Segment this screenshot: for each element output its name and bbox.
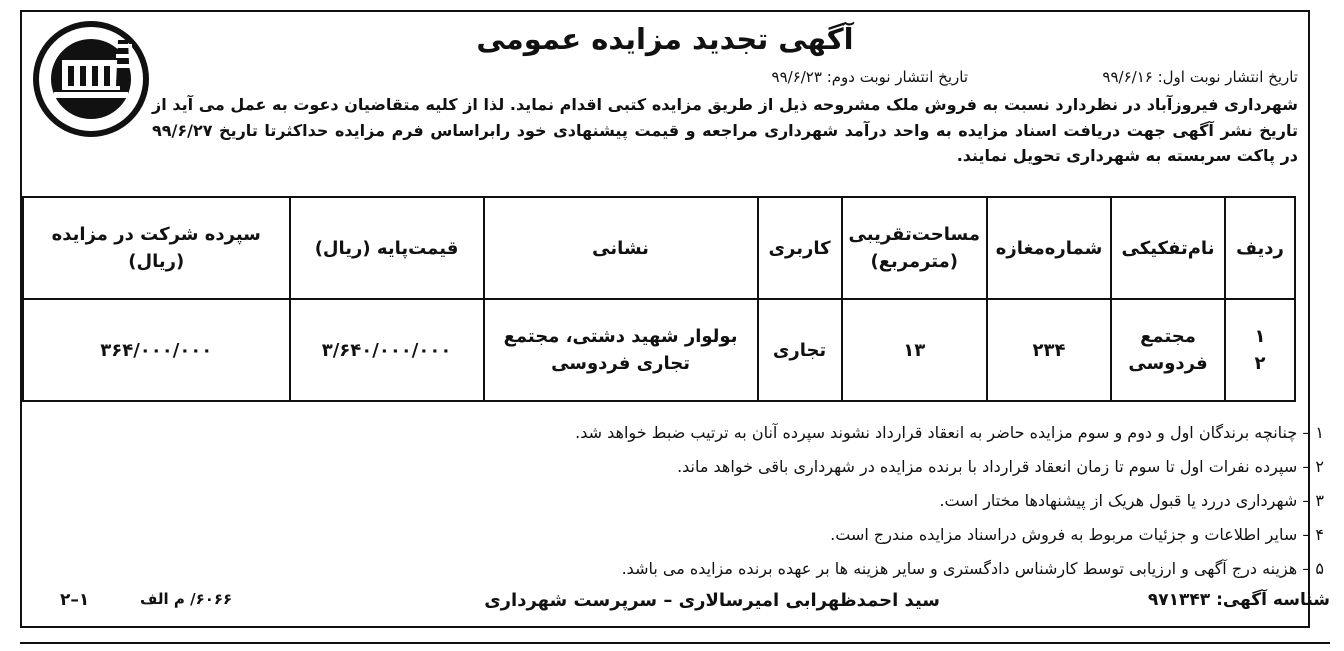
cell-deposit: ۳۶۴/۰۰۰/۰۰۰ xyxy=(23,299,290,401)
note-item: ۲ – سپرده نفرات اول تا سوم تا زمان انعقاد قرارداد با برنده مزایده در شهرداری باقی خواهد ماند. xyxy=(677,457,1324,476)
notice-footer xyxy=(30,590,1330,622)
intro-paragraph: شهرداری فیروزآباد در نظردارد نسبت به فروش ملک مشروحه ذیل از طریق مزایده کتبی اقدام نماید. لذا از کلیه متقاضیان دعوت به عمل می آید از تاریخ نشر آگهی جهت دریافت اسناد مزایده به واحد درآمد شهرداری مراجعه و قیمت پیشنهادی خود رابراساس فرم مزایده حداکثرتا تاریخ ۹۹/۶/۲۷ در پاکت سربسته به شهرداری تحویل نمایند. xyxy=(152,95,1298,165)
cell-usage: تجاری xyxy=(758,299,842,401)
signature: سید احمدظهرابی امیرسالاری – سرپرست شهرداری xyxy=(484,590,940,611)
header-area: مساحت‌تقریبی (مترمربع) xyxy=(842,197,987,299)
publish-dates xyxy=(162,68,1298,88)
page-number: ۲–۱ xyxy=(60,590,90,610)
header-shop-no: شماره‌مغازه xyxy=(987,197,1111,299)
cell-shop-no: ۲۳۴ xyxy=(987,299,1111,401)
header-usage: کاربری xyxy=(758,197,842,299)
publish-date-first: تاریخ انتشار نوبت اول: ۹۹/۶/۱۶ xyxy=(1102,68,1298,86)
header-deposit: سپرده شرکت در مزایده (ریال) xyxy=(23,197,290,299)
publish-date-second: تاریخ انتشار نوبت دوم: ۹۹/۶/۲۳ xyxy=(771,68,968,86)
cell-name: مجتمع فردوسی xyxy=(1111,299,1225,401)
header-row-no: ردیف xyxy=(1225,197,1295,299)
header-base-price: قیمت‌پایه (ریال) xyxy=(290,197,484,299)
notice-title: آگهی تجدید مزایده عمومی xyxy=(476,22,854,56)
note-item: ۳ – شهرداری دررد یا قبول هریک از پیشنهادها مختار است. xyxy=(939,491,1324,510)
note-item: ۵ – هزینه درج آگهی و ارزیابی توسط کارشناس دادگستری و سایر هزینه ها بر عهده برنده مزایده می باشد. xyxy=(621,559,1324,578)
cell-area: ۱۳ xyxy=(842,299,987,401)
bottom-divider xyxy=(20,642,1330,644)
ad-id: شناسه آگهی: ۹۷۱۳۴۳ xyxy=(1147,590,1330,610)
note-item: ۴ – سایر اطلاعات و جزئیات مربوط به فروش دراسناد مزایده مندرج است. xyxy=(830,525,1324,544)
table-row xyxy=(23,299,1295,401)
ad-code: ۶۰۶۶/ م الف xyxy=(140,590,233,608)
header-address: نشانی xyxy=(484,197,758,299)
row-no-1: ۱ xyxy=(1254,326,1266,347)
cell-address: بولوار شهید دشتی، مجتمع تجاری فردوسی xyxy=(484,299,758,401)
cell-base-price: ۳/۶۴۰/۰۰۰/۰۰۰ xyxy=(290,299,484,401)
row-no-2: ۲ xyxy=(1254,353,1266,374)
cell-row-no xyxy=(1225,299,1295,401)
notes-list xyxy=(30,416,1324,586)
table-header-row xyxy=(23,197,1295,299)
auction-table xyxy=(22,196,1296,402)
note-item: ۱ – چنانچه برندگان اول و دوم و سوم مزایده حاضر به انعقاد قرارداد نشوند سپرده آنان به ترتیب ضبط خواهد شد. xyxy=(575,423,1324,442)
header-name: نام‌تفکیکی xyxy=(1111,197,1225,299)
